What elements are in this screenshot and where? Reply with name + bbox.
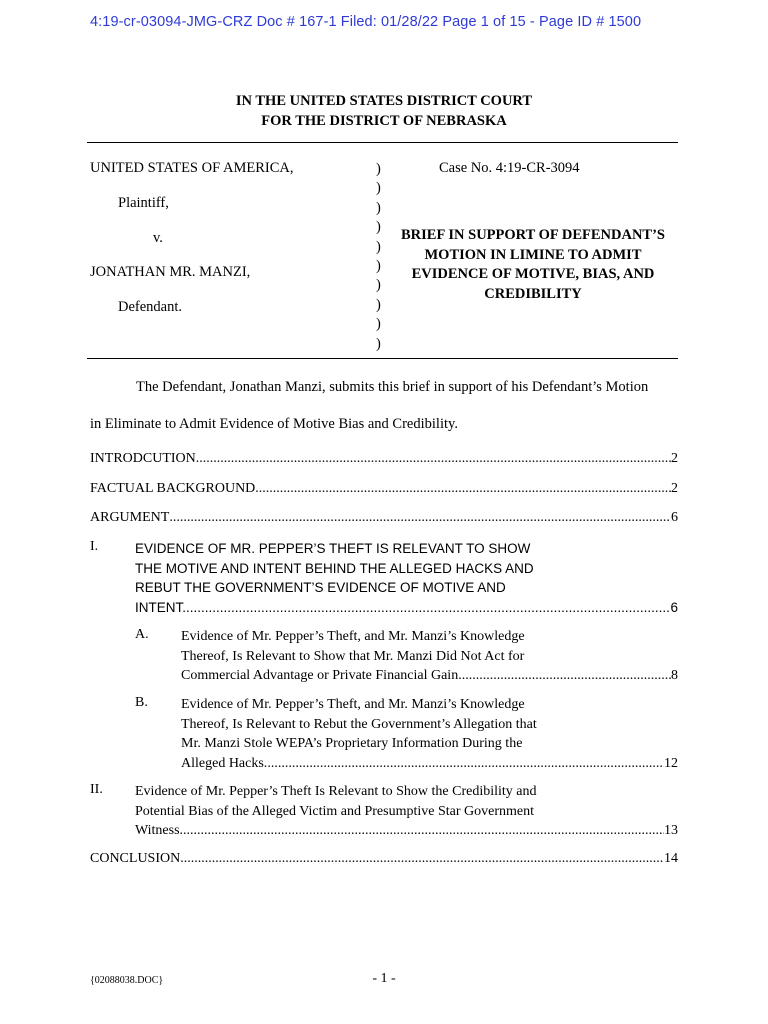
intro-line-1: The Defendant, Jonathan Manzi, submits this brief in support of his Defendant’s Motion — [136, 379, 649, 395]
toc-factual-background — [90, 481, 678, 497]
paren: ) — [376, 238, 381, 255]
toc-page: 14 — [664, 851, 678, 866]
court-district: FOR THE DISTRICT OF NEBRASKA — [261, 113, 507, 129]
toc-section-2-number: II. — [90, 782, 103, 797]
toc-leader — [180, 821, 664, 841]
toc-section-1-number: I. — [90, 539, 99, 554]
intro-line-2: in Eliminate to Admit Evidence of Motive Bias and Credibility. — [90, 416, 458, 432]
page-number: - 1 - — [372, 971, 396, 986]
toc-entry-line: Commercial Advantage or Private Financial Gain. — [181, 668, 462, 683]
court-name: IN THE UNITED STATES DISTRICT COURT — [235, 93, 533, 109]
paren: ) — [376, 277, 381, 294]
toc-page: 12 — [664, 755, 678, 771]
toc-entry-line: REBUT THE GOVERNMENT’S EVIDENCE OF MOTIVE AND — [135, 580, 506, 595]
paren: ) — [376, 296, 381, 313]
plaintiff-name: UNITED STATES OF AMERICA, — [90, 160, 294, 176]
toc-section-2 — [135, 782, 678, 841]
paren: ) — [376, 199, 381, 216]
paren: ) — [376, 219, 381, 236]
toc-entry-line: EVIDENCE OF MR. PEPPER’S THEFT IS RELEVANT TO SHOW — [135, 541, 531, 556]
toc-page: 2 — [671, 451, 678, 466]
toc-page: 2 — [671, 481, 678, 496]
toc-leader — [462, 666, 671, 686]
toc-entry-line: Potential Bias of the Alleged Victim and Presumptive Star Government — [135, 803, 534, 819]
toc-page: 8 — [671, 668, 678, 683]
toc-section-1 — [135, 539, 678, 617]
caption-bottom-rule — [87, 358, 678, 359]
toc-entry-line: Evidence of Mr. Pepper’s Theft Is Relevant to Show the Credibility and — [135, 784, 537, 799]
toc-label: ARGUMENT — [90, 510, 170, 525]
toc-leader — [267, 754, 664, 774]
toc-leader — [180, 851, 664, 867]
toc-label: INTRODCUTION — [90, 451, 196, 466]
toc-entry-line: Thereof, Is Relevant to Rebut the Government’s Allegation that — [181, 716, 537, 732]
toc-entry-line: INTENT. — [135, 599, 187, 615]
toc-section-b-number: B. — [135, 695, 148, 710]
toc-entry-line: Alleged Hacks. — [181, 755, 268, 771]
toc-leader — [186, 598, 670, 618]
toc-page: 6 — [671, 510, 678, 525]
defendant-role: Defendant. — [118, 299, 183, 315]
paren: ) — [376, 161, 381, 177]
filing-stamp: 4:19-cr-03094-JMG-CRZ Doc # 167-1 Filed: 01/28/22 Page 1 of 15 - Page ID # 1500 — [90, 14, 642, 30]
plaintiff-role: Plaintiff, — [118, 195, 169, 211]
paren: ) — [376, 180, 381, 197]
toc-entry-line: Thereof, Is Relevant to Show that Mr. Manzi Did Not Act for — [181, 648, 525, 664]
versus-label: v. — [153, 230, 163, 246]
caption-paren-column — [376, 160, 384, 354]
paren: ) — [376, 316, 381, 333]
toc-leader — [196, 451, 671, 467]
toc-entry-line: THE MOTIVE AND INTENT BEHIND THE ALLEGED HACKS AND — [135, 560, 534, 576]
toc-entry-line: Witness — [135, 823, 180, 838]
toc-section-b — [181, 695, 678, 773]
caption-top-rule — [87, 142, 678, 143]
paren: ) — [376, 335, 381, 352]
toc-introduction — [90, 451, 678, 467]
toc-argument — [90, 510, 678, 526]
toc-page: 6 — [670, 599, 678, 615]
toc-entry-line: Evidence of Mr. Pepper’s Theft, and Mr. Manzi’s Knowledge — [181, 629, 525, 644]
document-id: {02088038.DOC} — [90, 975, 164, 986]
toc-label: CONCLUSION — [90, 851, 181, 866]
defendant-name: JONATHAN MR. MANZI, — [90, 264, 251, 280]
toc-entry-line: Evidence of Mr. Pepper’s Theft, and Mr. Manzi’s Knowledge — [181, 697, 525, 712]
brief-title: BRIEF IN SUPPORT OF DEFENDANT’S MOTION IN LIMINE TO ADMIT EVIDENCE OF MOTIVE, BIAS, AND CREDIBILITY — [400, 227, 665, 302]
toc-leader — [255, 481, 671, 497]
toc-section-a-number: A. — [135, 627, 149, 642]
toc-conclusion — [90, 851, 678, 867]
case-number: Case No. 4:19-CR-3094 — [439, 160, 580, 176]
paren: ) — [376, 257, 381, 274]
toc-entry-line: Mr. Manzi Stole WEPA’s Proprietary Information During the — [181, 736, 523, 751]
toc-page: 13 — [664, 823, 678, 838]
toc-section-a — [181, 627, 678, 686]
toc-leader — [169, 510, 671, 526]
toc-label: FACTUAL BACKGROUND — [90, 481, 256, 496]
